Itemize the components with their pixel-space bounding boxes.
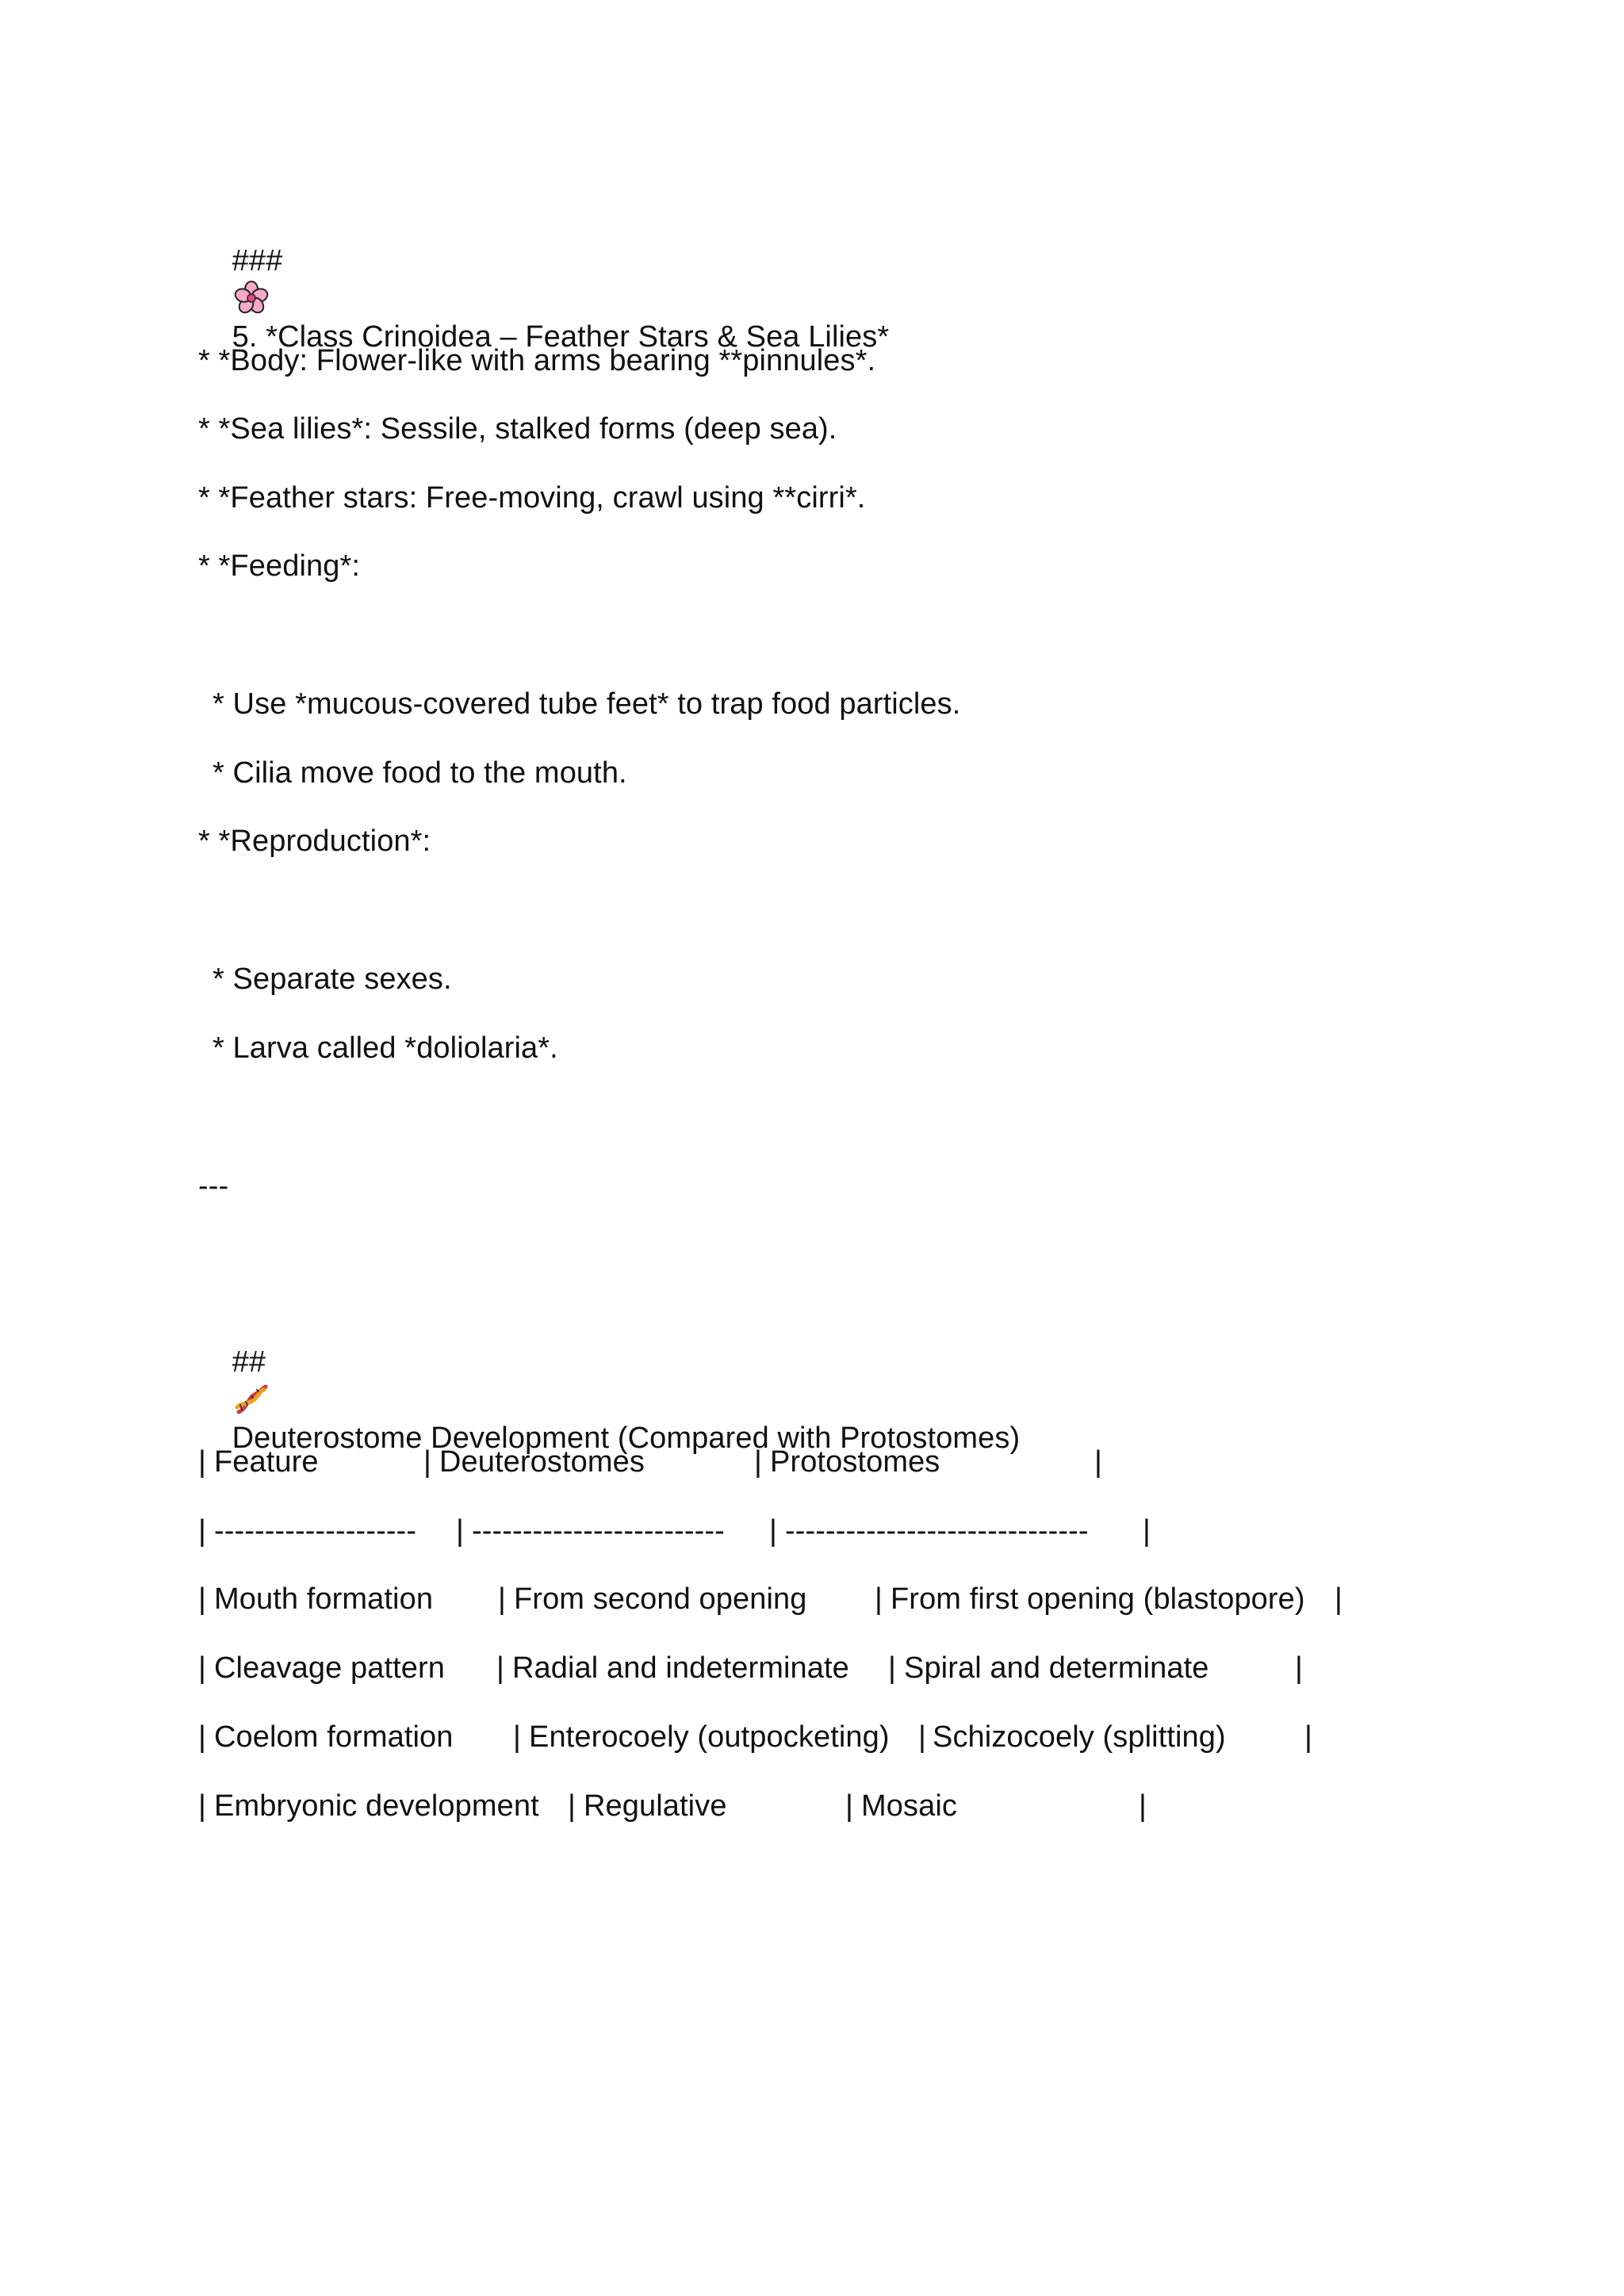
heading-title: Deuterostome Development (Compared with Protostomes)	[232, 1422, 1021, 1455]
table-cell: Coelom formation	[214, 1720, 454, 1754]
bullet-body: * *Body: Flower-like with arms bearing **pinnules*.	[198, 344, 876, 377]
table-separator-cell: ------------------------------	[785, 1514, 1089, 1548]
reproduction-item: * Separate sexes.	[213, 962, 452, 996]
table-pipe: |	[918, 1720, 926, 1754]
table-pipe: |	[198, 1445, 206, 1479]
table-pipe: |	[769, 1514, 777, 1548]
table-cell: Schizocoely (splitting)	[933, 1720, 1226, 1754]
dna-icon	[232, 1381, 272, 1419]
cherry-blossom-icon	[232, 280, 272, 318]
table-cell: Enterocoely (outpocketing)	[529, 1720, 890, 1754]
table-pipe: |	[198, 1514, 206, 1548]
table-pipe: |	[1295, 1651, 1303, 1685]
table-header-cell: Protostomes	[770, 1445, 940, 1479]
table-pipe: |	[888, 1651, 896, 1685]
table-cell: Mosaic	[861, 1789, 957, 1823]
table-pipe: |	[198, 1720, 206, 1754]
table-pipe: |	[198, 1651, 206, 1685]
table-pipe: |	[496, 1651, 504, 1685]
table-pipe: |	[1335, 1582, 1342, 1616]
table-pipe: |	[498, 1582, 506, 1616]
table-pipe: |	[513, 1720, 521, 1754]
table-pipe: |	[423, 1445, 431, 1479]
table-cell: From second opening	[514, 1582, 807, 1616]
table-header-cell: Deuterostomes	[439, 1445, 645, 1479]
table-cell: From first opening (blastopore)	[891, 1582, 1305, 1616]
feeding-item: * Use *mucous-covered tube feet* to trap food particles.	[213, 687, 961, 721]
bullet-feather-stars: * *Feather stars: Free-moving, crawl using **cirri*.	[198, 481, 866, 515]
table-separator-cell: --------------------	[214, 1514, 417, 1548]
table-cell: Radial and indeterminate	[512, 1651, 849, 1685]
table-pipe: |	[1143, 1514, 1151, 1548]
table-pipe: |	[1094, 1445, 1102, 1479]
table-pipe: |	[1304, 1720, 1312, 1754]
table-header-cell: Feature	[214, 1445, 319, 1479]
table-pipe: |	[754, 1445, 762, 1479]
table-cell: Spiral and determinate	[904, 1651, 1209, 1685]
table-cell: Embryonic development	[214, 1789, 539, 1823]
table-cell: Regulative	[584, 1789, 727, 1823]
heading-title: 5. *Class Crinoidea – Feather Stars & Sea Lilies*	[232, 320, 890, 354]
table-cell: Mouth formation	[214, 1582, 434, 1616]
table-pipe: |	[875, 1582, 883, 1616]
divider-text: ---	[198, 1169, 229, 1203]
heading-prefix: ###	[232, 244, 283, 277]
bullet-feeding: * *Feeding*:	[198, 549, 361, 583]
table-pipe: |	[198, 1582, 206, 1616]
bullet-reproduction: * *Reproduction*:	[198, 825, 431, 858]
table-separator-cell: -------------------------	[472, 1514, 725, 1548]
table-pipe: |	[1139, 1789, 1147, 1823]
bullet-sea-lilies: * *Sea lilies*: Sessile, stalked forms (deep sea).	[198, 412, 837, 446]
heading-prefix: ##	[232, 1345, 266, 1379]
table-cell: Cleavage pattern	[214, 1651, 446, 1685]
reproduction-item: * Larva called *doliolaria*.	[213, 1031, 558, 1065]
feeding-item: * Cilia move food to the mouth.	[213, 756, 627, 790]
table-pipe: |	[845, 1789, 853, 1823]
table-pipe: |	[456, 1514, 464, 1548]
table-pipe: |	[198, 1789, 206, 1823]
table-pipe: |	[568, 1789, 576, 1823]
